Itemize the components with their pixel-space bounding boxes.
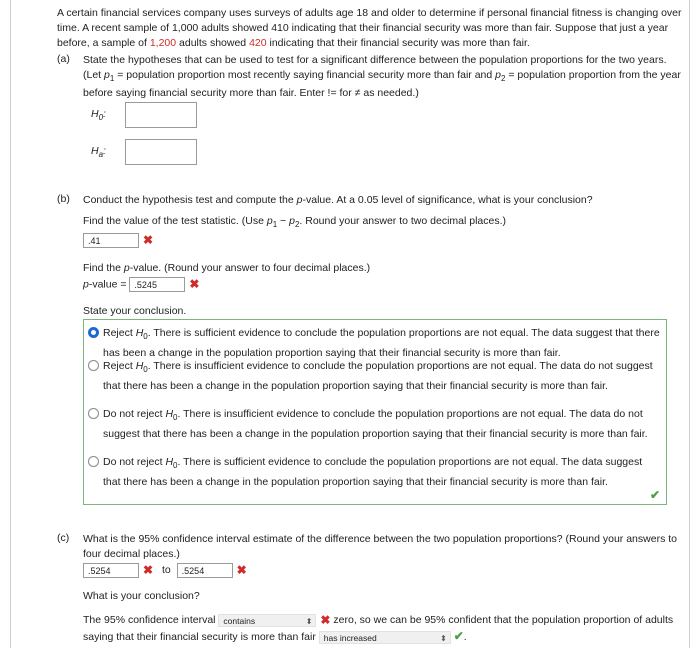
conclusion-choices	[83, 319, 667, 505]
to-label: to	[161, 564, 171, 577]
h0-row	[91, 102, 211, 128]
ha-input[interactable]	[125, 139, 197, 165]
choice-option-2[interactable]	[88, 358, 660, 394]
radio-selected-icon[interactable]	[88, 327, 99, 338]
part-b-label: (b)	[57, 193, 70, 205]
choice-text: Reject $H_0$. There is insufficient evidence to conclude the population proportions are not equal. The data do not suggest that there has been a change in the population proportion saying that their financial security is more than fair.	[103, 360, 653, 393]
wrong-icon: ✖	[189, 277, 200, 291]
ci-conclusion: The 95% confidence interval contains ⬍ ✖ zero, so we can be 95% confident that the population proportion of adults saying that their financial security is more than fair has increased ⬍ ✔.	[83, 613, 674, 644]
h0-label: $H_0$:	[91, 108, 106, 123]
direction-select[interactable]: has increased ⬍	[319, 631, 451, 644]
part-a-label: (a)	[57, 53, 70, 65]
problem-intro: A certain financial services company uses surveys of adults age 18 and older to determine if personal financial fitness is changing over time. A recent sample of 1,000 adults showed 410 indicating that their financial security was more than fair. Suppose that just a year before, a sample of 1,200 adults showed 420 indicating that their financial security was more than fair.	[57, 7, 682, 49]
part-c	[57, 531, 683, 646]
ha-row	[91, 139, 211, 165]
question-frame	[10, 0, 690, 648]
test-stat-input[interactable]: .41	[83, 233, 139, 248]
radio-icon[interactable]	[88, 408, 99, 419]
wrong-icon: ✖	[236, 563, 247, 577]
ci-row	[83, 563, 683, 578]
pvalue-input[interactable]: .5245	[129, 277, 185, 292]
test-stat-row	[83, 233, 683, 248]
contains-select[interactable]: contains ⬍	[218, 614, 316, 627]
choice-option-3[interactable]	[88, 406, 660, 442]
conclusion-label: State your conclusion.	[83, 305, 187, 317]
ha-label: $H_a$:	[91, 145, 106, 160]
choice-text: Do not reject $H_0$. There is sufficient evidence to conclude the population proportions are not equal. The data suggest that there has been a change in the population proportion saying that their financial security is more than fair.	[103, 456, 643, 489]
choice-text: Do not reject $H_0$. There is insufficient evidence to conclude the population proportions are not equal. The data do not suggest that there has been a change in the population proportion saying that their financial security is more than fair.	[103, 408, 648, 441]
count-highlight: 420	[249, 37, 267, 49]
part-a-instructions: State the hypotheses that can be used to test for a significant difference between the population proportions for the two years. (Let $p_1$ = population proportion most recently saying financial security more than fair and $p_2$ = population proportion from the year before saying financial security more than fair. Enter != for ≠ as needed.)	[83, 54, 681, 100]
wrong-icon: ✖	[143, 233, 154, 247]
correct-check-icon: ✔	[453, 629, 464, 644]
radio-icon[interactable]	[88, 456, 99, 467]
ci-lower-input[interactable]: .5254	[83, 563, 139, 578]
h0-input[interactable]	[125, 102, 197, 128]
test-stat-instructions: Find the value of the test statistic. (Use $p_1 - p_2$. Round your answer to two decimal places.)	[83, 215, 507, 230]
correct-check-icon: ✔	[649, 488, 660, 502]
wrong-icon: ✖	[320, 613, 331, 628]
pvalue-row: p-value = .5245 ✖	[83, 277, 200, 291]
choice-text: Reject $H_0$. There is sufficient evidence to conclude the population proportions are not equal. The data suggest that there has been a change in the population proportion saying that their financial security is more than fair.	[103, 327, 660, 360]
radio-icon[interactable]	[88, 360, 99, 371]
pvalue-instructions: Find the p-value. (Round your answer to four decimal places.)	[83, 262, 371, 274]
part-a	[57, 52, 683, 182]
part-b	[57, 191, 683, 511]
conclusion-question: What is your conclusion?	[83, 590, 200, 602]
ci-question: What is the 95% confidence interval estimate of the difference between the two population proportions? (Round your answers to four decimal places.)	[83, 533, 677, 560]
part-c-label: (c)	[57, 532, 70, 544]
wrong-icon: ✖	[143, 563, 154, 577]
updown-icon: ⬍	[440, 633, 447, 643]
ci-upper-input[interactable]: .5254	[177, 563, 233, 578]
choice-option-1[interactable]	[88, 325, 660, 361]
part-b-question: Conduct the hypothesis test and compute the p-value. At a 0.05 level of significance, what is your conclusion?	[83, 194, 593, 206]
updown-icon: ⬍	[305, 616, 313, 626]
sample-size-highlight: 1,200	[149, 37, 177, 49]
choice-option-4[interactable]	[88, 454, 660, 490]
